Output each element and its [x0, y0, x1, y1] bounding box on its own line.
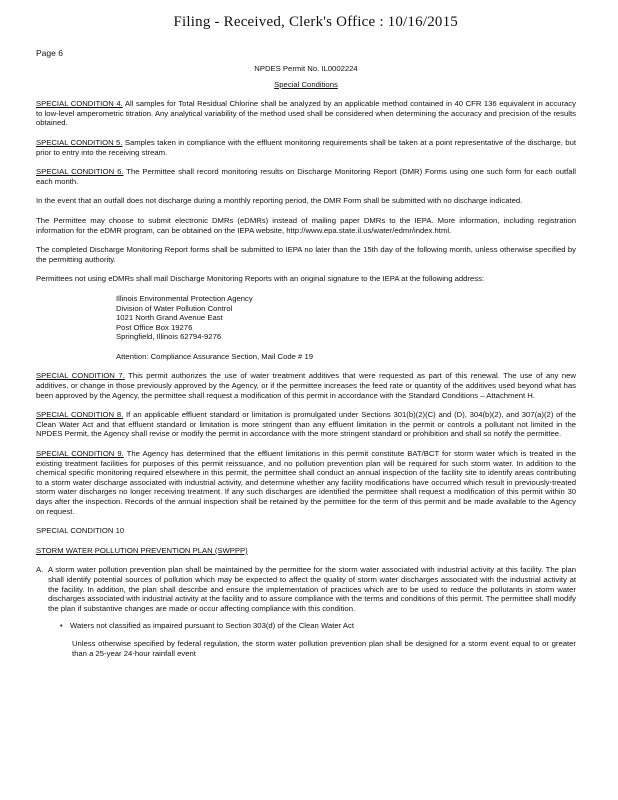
swppp-title: STORM WATER POLLUTION PREVENTION PLAN (SWPPP) — [36, 545, 248, 555]
special-condition-8 — [36, 410, 576, 439]
document-body — [36, 60, 576, 658]
condition-label: SPECIAL CONDITION 8. — [36, 410, 124, 420]
condition-text: If an applicable effluent standard or limitation is promulgated under Sections 301(b)(2)(C) and (D), 304(b)(2), and 307(a)(2) of the Clean Water Act and that effluent standard or limitation is more stringent than any effluent limitation in the permit or controls a pollutant not limited in the NPDES Permit, the Agency shall revise or modify the permit in accordance with the more stringent standard or prohibition and shall so notify the permittee. — [36, 410, 576, 439]
condition-label: SPECIAL CONDITION 7. — [36, 371, 125, 381]
condition-text: The Permittee shall record monitoring results on Discharge Monitoring Report (DMR) Forms using one such form for each outfall each month. — [36, 167, 576, 186]
mailing-address — [116, 294, 576, 342]
special-condition-4 — [36, 99, 576, 128]
address-line: Division of Water Pollution Control — [116, 303, 233, 313]
condition-label: SPECIAL CONDITION 9. — [36, 449, 124, 459]
swppp-bullet — [60, 621, 576, 631]
bullet-text: Waters not classified as impaired pursuant to Section 303(d) of the Clean Water Act — [70, 621, 355, 631]
attention-line: Attention: Compliance Assurance Section, Mail Code # 19 — [116, 351, 313, 361]
item-text: A storm water pollution prevention plan shall be maintained by the permittee for the storm water associated with industrial activity at this facility. The plan shall identify potential sources of pollution which may be expected to affect the quality of storm water discharges associated with the industrial activity at the facility. In addition, the plan shall describe and ensure the implementation of practices which are to be used to reduce the pollutants in storm water discharges associated with industrial activity at the facility and to assure compliance with the terms and conditions of this permit. The permittee shall modify the plan if substantive changes are made or occur affecting compliance with this condition. — [48, 565, 576, 613]
special-condition-9 — [36, 449, 576, 516]
section-title: Special Conditions — [274, 79, 338, 89]
condition-paragraph: The completed Discharge Monitoring Report forms shall be submitted to IEPA no later than the 15th day of the following month, unless otherwise specified by the permitting authority. — [36, 245, 576, 264]
page-number: Page 6 — [36, 48, 63, 58]
special-condition-10: SPECIAL CONDITION 10 — [36, 526, 125, 536]
permit-number: NPDES Permit No. IL0002224 — [254, 64, 358, 73]
address-line: Springfield, Illinois 62794-9276 — [116, 332, 222, 342]
address-line: 1021 North Grand Avenue East — [116, 313, 223, 323]
condition-paragraph: The Permittee may choose to submit electronic DMRs (eDMRs) instead of mailing paper DMRs to the IEPA. More information, including registration information for the eDMR program, can be obtained on the IEPA website, http://www.epa.state.il.us/water/edmr/index.html. — [36, 215, 576, 235]
condition-text: Samples taken in compliance with the effluent monitoring requirements shall be taken at a point representative of the discharge, but prior to entry into the receiving stream. — [36, 137, 576, 157]
condition-label: SPECIAL CONDITION 5. — [36, 137, 123, 147]
item-label: A. — [36, 565, 44, 575]
bullet-icon: • — [60, 621, 63, 631]
filing-stamp: Filing - Received, Clerk's Office : 10/16/2015 — [173, 14, 458, 30]
bullet-subtext: Unless otherwise specified by federal regulation, the storm water pollution prevention plan shall be designed for a storm event equal to or greater than a 25-year 24-hour rainfall event — [72, 638, 576, 658]
special-condition-5 — [36, 138, 576, 157]
condition-label: SPECIAL CONDITION 4. — [36, 99, 123, 109]
condition-label: SPECIAL CONDITION 6. — [36, 167, 124, 177]
condition-paragraph: In the event that an outfall does not discharge during a monthly reporting period, the DMR Form shall be submitted with no discharge indicated. — [36, 196, 523, 206]
condition-paragraph: Permittees not using eDMRs shall mail Discharge Monitoring Reports with an original signature to the IEPA at the following address: — [36, 274, 485, 284]
condition-text: The Agency has determined that the effluent limitations in this permit constitute BAT/BCT for storm water which is treated in the existing treatment facilities for purposes of this permit reissuance, and no pollution prevention plan will be required for such storm water. In addition to the chemical specific monitoring required elsewhere in this permit, the permittee shall conduct an annual inspection of the facility site to identify areas contributing to a storm water discharge associated with industrial activity, and determine whether any facility modifications have occurred which result in previously-treated storm water discharges no longer receiving treatment. If any such discharges are identified the permittee shall request a modification of this permit within 30 days after the inspection. Records of the annual inspection shall be retained by the permittee for the term of this permit and be made available to the Agency on request. — [36, 449, 576, 516]
address-line: Illinois Environmental Protection Agency — [116, 293, 253, 303]
special-condition-7 — [36, 371, 576, 400]
condition-text: All samples for Total Residual Chlorine shall be analyzed by an applicable method contained in 40 CFR 136 equivalent in accuracy to low-level amperometric titration. Any analytical variability of the method used shall be considered when determining the accuracy and precision of the results obtained. — [36, 99, 576, 128]
condition-text: This permit authorizes the use of water treatment additives that were requested as part of this renewal. The use of any new additives, or change in those previously approved by the Agency, or if the permittee increases the feed rate or quantity of the additives used beyond what has been approved by the Agency, the permittee shall request a modification of this permit in accordance with the Standard Conditions – Attachment H. — [36, 371, 576, 400]
swppp-item-a — [36, 565, 576, 613]
special-condition-6 — [36, 167, 576, 186]
address-line: Post Office Box 19276 — [116, 322, 193, 332]
